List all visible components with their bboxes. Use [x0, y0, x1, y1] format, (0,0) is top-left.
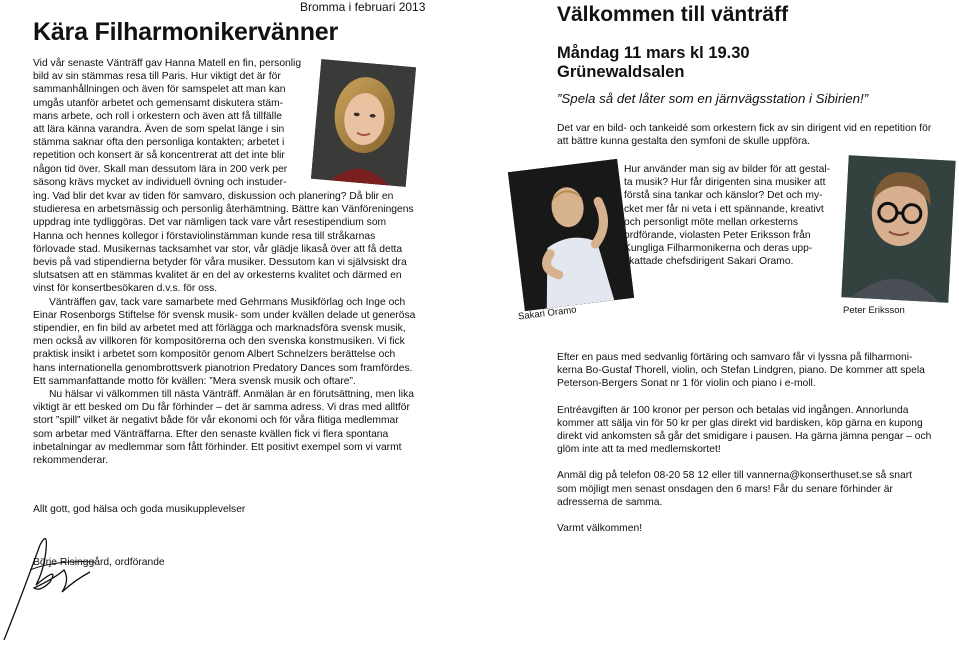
- paragraph: Nu hälsar vi välkommen till nästa Vänträff. Anmälan är en förutsättning, men lika viktigt är ett besked om Du får förhinder – det är samma adress. Vi dras med alltför stort ”spill” vilket är negativt både för vår ekonomi och för våra flitiga medlemmar som arbetar med Vänträffarna. Efter den senaste kvällen fick vi flera spontana inbetalningar av medlemmar som fått förhinder. Ett positivt exempel som vi varmt rekommenderar.: [33, 389, 414, 467]
- paragraph: Vänträffen gav, tack vare samarbete med Gehrmans Musikförlag och Inge och Einar Rosenborgs Stiftelse för svensk musik- som under kvällen delade ut generösa stipendier, en fin bild av arbetet med att förlägga och marknadsföra svensk musik, men också av villkoren för kompositörerna och den svenska konstmusiken. Vi fick praktisk insikt i arbetet som kompositör genom Albert Schnelzers berättelse och hans internationella genombrottsverk pianotrion Predatory Dances som framfördes. Ett sammanfattande motto för kvällen: ”Mera svensk musik och oftare”.: [33, 296, 416, 387]
- event-quote: ”Spela så det låter som en järnvägsstation i Sibirien!”: [557, 91, 869, 106]
- intro-line: umgås utanför arbetet och gemensamt diskutera stäm-: [33, 97, 284, 109]
- signature-name: Börje Risinggård, ordförande: [33, 557, 165, 568]
- mid-line: ordförande, violasten Peter Eriksson från: [624, 230, 811, 242]
- paragraph: ing. Vad blir det kvar av tiden för samvaro, diskussion och planering? Då blir en studieresa en arbetsmässig och personlig återhämtning. Bättre kan Vänföreningens uppdrag inte tydliggöras. Det var nämligen tack vare vårt resestipendium som Hanna och hennes kollegor i förstaviolinstämman kunde resa till stråkarnas förlovade stad. Musikernas tacksamhet var stor, vår glädje likaså över att få detta bevis på vad stipendierna betyder för våra musiker. Dessutom kan vi självsiskt dra slutsatsen att en stämmas kvalitet är en del av orkesterns kvalitet och därmed en vinst för konsertbesökaren d.v.s. för oss.: [33, 191, 414, 295]
- mid-line: Hur använder man sig av bilder för att gestal-: [624, 164, 831, 175]
- body-text-block: [33, 190, 418, 467]
- photo-caption-left: Sakari Oramo: [517, 304, 578, 323]
- event-venue: Grünewaldsalen: [557, 63, 685, 81]
- mid-line: förstå sina tankar och känslor? Det och my-: [624, 190, 823, 202]
- mid-line: ta musik? Hur får dirigenten sina musiker att: [624, 177, 826, 189]
- mid-line: Kungliga Filharmonikerna och deras upp-: [624, 243, 813, 255]
- mid-line: skattade chefsdirigent Sakari Oramo.: [624, 256, 794, 268]
- page-title-right: Välkommen till vänträff: [557, 3, 789, 26]
- mid-text-block: [624, 163, 849, 269]
- mid-line: och personligt möte mellan orkesterns: [624, 216, 798, 228]
- intro-line: någon tid över. Skall man dessutom lära in 200 verk per: [33, 163, 288, 175]
- lead-paragraph: Det var en bild- och tankeidé som orkestern fick av sin dirigent vid en repetition för att bättre kunna gestalta den symfoni de skulle uppföra.: [557, 123, 932, 148]
- paragraph: Anmäl dig på telefon 08-20 58 12 eller till vannerna@konserthuset.se så snart som möjligt men senast onsdagen den 6 mars! Får du senare förhinder är adresserna de samma.: [557, 470, 913, 508]
- intro-line: stämma saknar ofta den personliga kontakten; arbetet i: [33, 137, 285, 149]
- handwritten-signature-image: [0, 530, 120, 645]
- sakari-oramo-photo: [508, 159, 634, 311]
- paragraph: Entréavgiften är 100 kronor per person och betalas vid ingången. Annorlunda kommer att sälja vin för 50 kr per glas direkt vid bardisken, köp gärna en kupong direkt vid ankomsten så går det smidigare i pausen. Ha gärna jämna pengar – och glöm inte att ta med medlemskortet!: [557, 404, 932, 456]
- intro-line: säsong krävs mycket av individuell övning och instuder-: [33, 176, 287, 188]
- conductor-image: [508, 159, 634, 311]
- intro-line: repetition och konsert är så koncentrerat att det inte blir: [33, 150, 285, 162]
- portrait-man-image: [841, 155, 955, 302]
- mid-line: cket mer får ni veta i ett spännande, kreativt: [624, 203, 824, 215]
- event-date: Måndag 11 mars kl 19.30: [557, 44, 750, 62]
- portrait-woman-image: [311, 59, 416, 187]
- hanna-portrait-photo: [311, 59, 416, 187]
- paragraph: Efter en paus med sedvanlig förtäring och samvaro får vi lyssna på filharmoni-kerna Bo-Gustaf Thorell, violin, och Stefan Lindgren, piano. De kommer att spela Peterson-Bergers Sonat nr 1 för violin och piano i e-moll.: [557, 352, 925, 390]
- sign-off: Varmt välkommen!: [557, 523, 643, 535]
- peter-eriksson-photo: [841, 155, 955, 302]
- intro-line: Vid vår senaste Vänträff gav Hanna Matell en fin, personlig: [33, 58, 302, 69]
- intro-line: bild av sin stämmas resa till Paris. Hur viktigt det är för: [33, 71, 281, 83]
- dateline: Bromma i februari 2013: [300, 0, 426, 14]
- intro-line: mans arbete, och roll i orkestern och även att få tillfälle: [33, 110, 282, 122]
- intro-line: sammanhållningen och även för samspelet att man kan: [33, 84, 286, 96]
- photo-caption-right: Peter Eriksson: [843, 305, 905, 316]
- details-text-block: [557, 351, 932, 535]
- page-title-left: Kära Filharmonikervänner: [33, 18, 339, 46]
- intro-text-block: [33, 57, 318, 189]
- closing-line: Allt gott, god hälsa och goda musikupplevelser: [33, 504, 246, 515]
- intro-line: att lära känna varandra. Även de som spelat länge i sin: [33, 124, 285, 136]
